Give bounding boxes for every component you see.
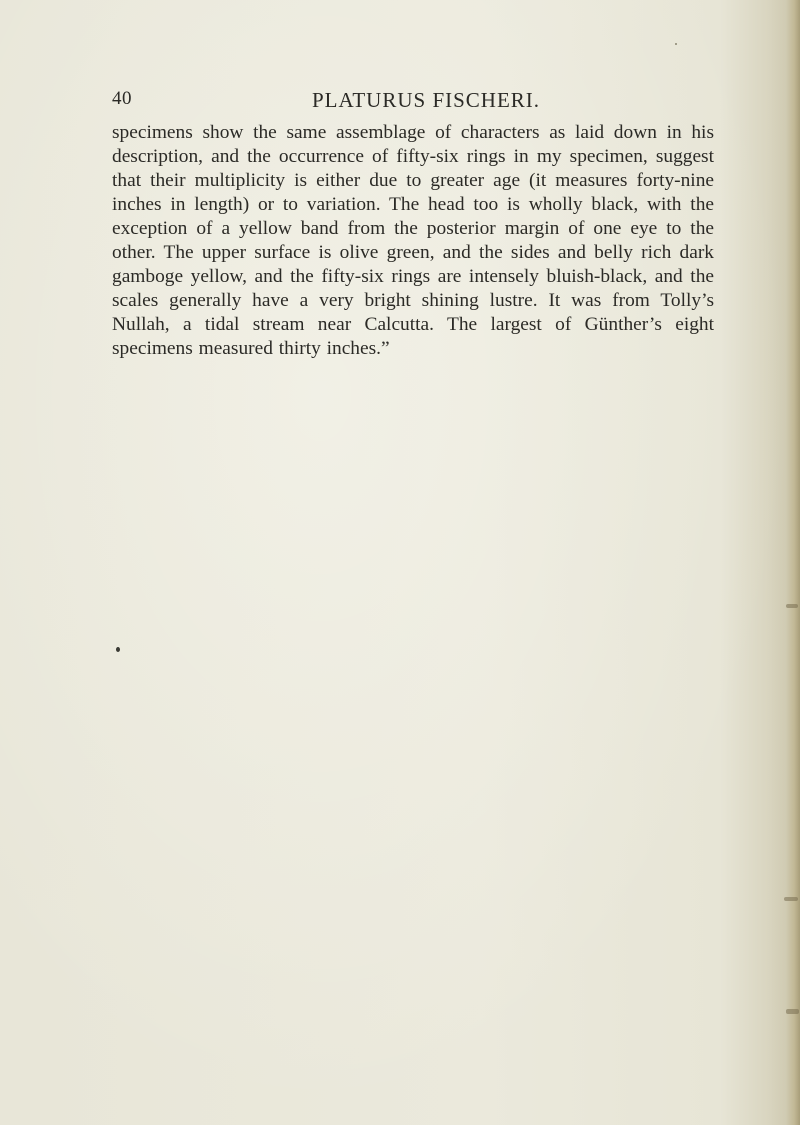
page-edge-stain — [786, 0, 800, 1125]
body-text — [112, 121, 714, 361]
page-number: 40 — [112, 88, 132, 109]
margin-mark — [786, 1009, 799, 1014]
margin-mark — [786, 604, 798, 608]
margin-mark — [784, 897, 798, 901]
paragraph: specimens show the same assemblage of characters as laid down in his description, and the occurrence of fifty-six rings in my specimen, suggest that their multiplicity is either due to greater age (it measures forty-nine inches in length) or to variation. The head too is wholly black, with the exception of a yellow band from the posterior margin of one eye to the other. The upper surface is olive green, and the sides and belly rich dark gamboge yellow, and the fifty-six rings are intensely bluish-black, and the scales generally have a very bright shining lustre. It was from Tolly’s Nullah, a tidal stream near Calcutta. The largest of Günther’s eight specimens measured thirty inches.” — [112, 122, 714, 359]
running-title: PLATURUS FISCHERI. — [312, 88, 541, 112]
ink-speck — [116, 647, 120, 652]
page-header — [112, 88, 712, 114]
ink-speck — [675, 43, 677, 45]
